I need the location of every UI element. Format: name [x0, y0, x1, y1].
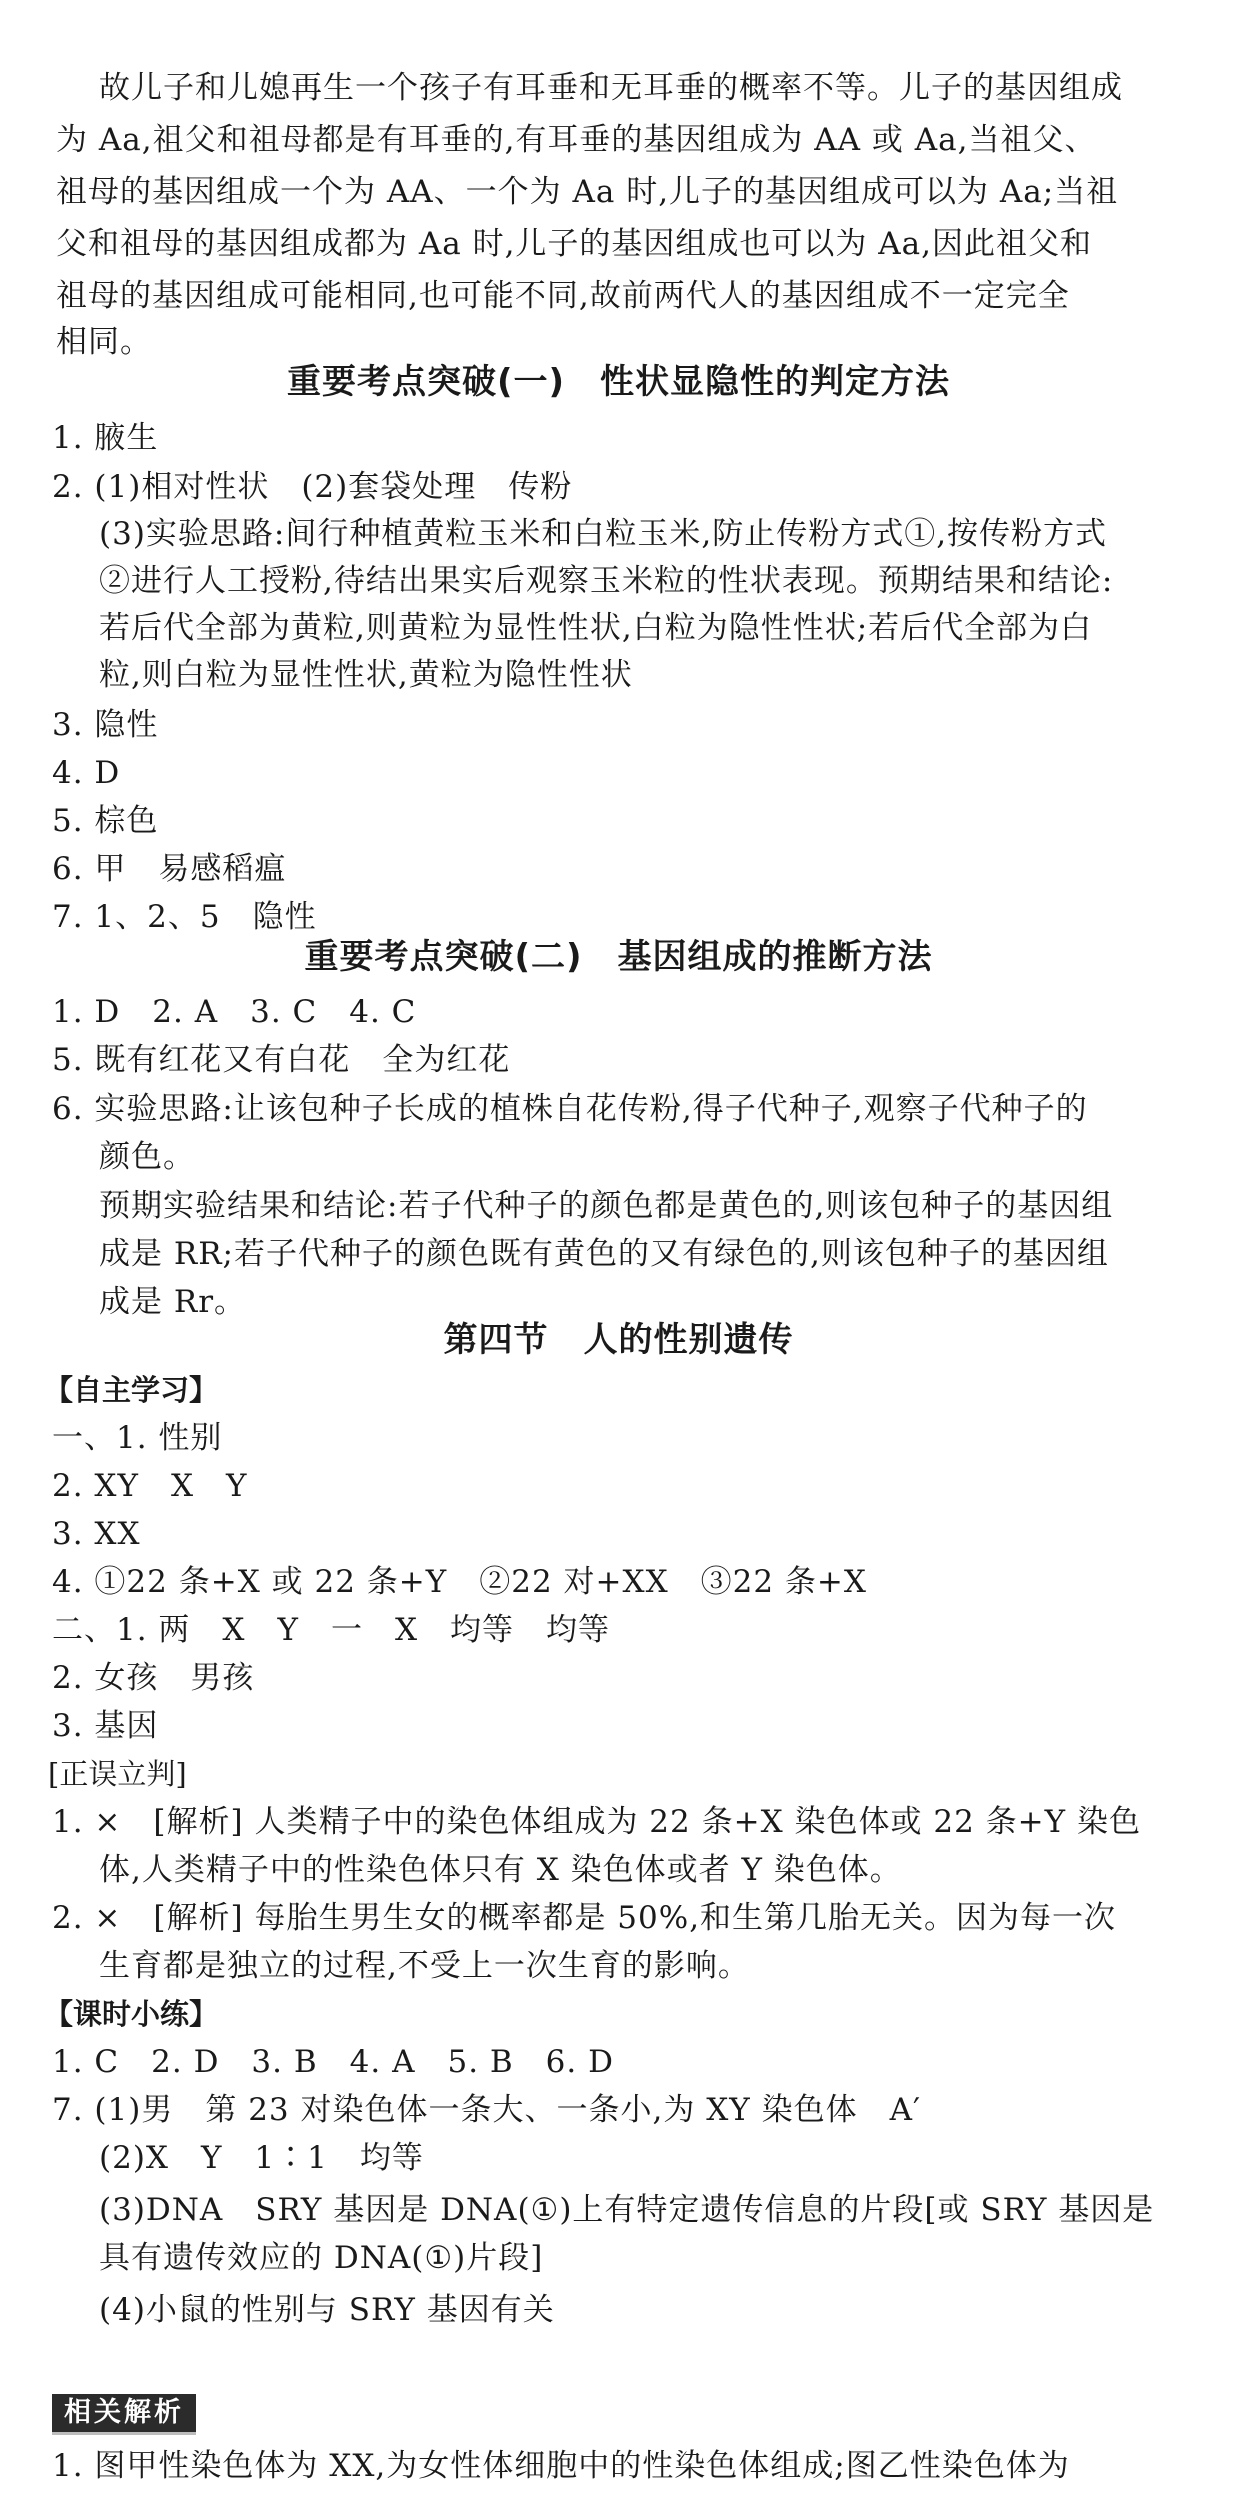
- s2-answers-1-4: 1. D 2. A 3. C 4. C: [52, 994, 417, 1030]
- true-false-label: [正误立判]: [48, 1757, 187, 1791]
- s3-judge-2-line-2: 生育都是独立的过程,不受上一次生育的影响。: [99, 1948, 750, 1984]
- s3-practice-1-6: 1. C 2. D 3. B 4. A 5. B 6. D: [52, 2044, 614, 2080]
- s1-answer-3: 3. 隐性: [52, 707, 159, 743]
- s3-practice-7-line-5: (4)小鼠的性别与 SRY 基因有关: [99, 2292, 555, 2328]
- s2-answer-6-line-2: 颜色。: [99, 1139, 195, 1175]
- s3-self-3: 3. XX: [52, 1516, 141, 1552]
- s1-answer-2-line-4: 若后代全部为黄粒,则黄粒为显性性状,白粒为隐性性状;若后代全部为白: [99, 610, 1093, 646]
- s1-answer-2: 2. (1)相对性状 (2)套袋处理 传粉: [52, 469, 573, 505]
- section-1-heading: 重要考点突破(一) 性状显隐性的判定方法: [286, 362, 951, 402]
- s2-answer-6-line-5: 成是 Rr。: [99, 1284, 247, 1320]
- s1-answer-5: 5. 棕色: [52, 803, 159, 839]
- intro-line-2: 为 Aa,祖父和祖母都是有耳垂的,有耳垂的基因组成为 AA 或 Aa,当祖父、: [56, 122, 1097, 158]
- s2-answer-6: 6. 实验思路:让该包种子长成的植株自花传粉,得子代种子,观察子代种子的: [52, 1091, 1088, 1127]
- section-3-heading: 第四节 人的性别遗传: [443, 1320, 794, 1360]
- s2-answer-6-line-4: 成是 RR;若子代种子的颜色既有黄色的又有绿色的,则该包种子的基因组: [99, 1236, 1109, 1272]
- self-study-label: 【自主学习】: [44, 1373, 219, 1407]
- s1-answer-6: 6. 甲 易感稻瘟: [52, 851, 287, 887]
- intro-line-1: 故儿子和儿媳再生一个孩子有耳垂和无耳垂的概率不等。儿子的基因组成: [99, 70, 1123, 106]
- s3-judge-1-line-2: 体,人类精子中的性染色体只有 X 染色体或者 Y 染色体。: [99, 1852, 902, 1888]
- s3-practice-7-line-3: (3)DNA SRY 基因是 DNA(①)上有特定遗传信息的片段[或 SRY 基因是: [99, 2192, 1155, 2228]
- s1-answer-2-line-3: ②进行人工授粉,待结出果实后观察玉米粒的性状表现。预期结果和结论:: [99, 563, 1114, 599]
- related-analysis-tag: 相关解析: [52, 2394, 196, 2435]
- s1-answer-2-line-5: 粒,则白粒为显性性状,黄粒为隐性性状: [99, 657, 633, 693]
- practice-label: 【课时小练】: [44, 1997, 219, 2031]
- s3-analysis-1: 1. 图甲性染色体为 XX,为女性体细胞中的性染色体组成;图乙性染色体为: [52, 2448, 1070, 2484]
- intro-line-5: 祖母的基因组成可能相同,也可能不同,故前两代人的基因组成不一定完全: [56, 278, 1070, 314]
- s3-self-1: 一、1. 性别: [52, 1420, 223, 1456]
- s3-practice-7: 7. (1)男 第 23 对染色体一条大、一条小,为 XY 染色体 A′: [52, 2092, 922, 2128]
- intro-line-3: 祖母的基因组成一个为 AA、一个为 Aa 时,儿子的基因组成可以为 Aa;当祖: [56, 174, 1119, 210]
- intro-line-6: 相同。: [56, 324, 152, 360]
- s3-self-6: 2. 女孩 男孩: [52, 1660, 255, 1696]
- s3-practice-7-line-4: 具有遗传效应的 DNA(①)片段]: [99, 2240, 544, 2276]
- s3-self-4: 4. ①22 条+X 或 22 条+Y ②22 对+XX ③22 条+X: [52, 1564, 867, 1600]
- s3-judge-1: 1. × [解析] 人类精子中的染色体组成为 22 条+X 染色体或 22 条+Y 染色: [52, 1804, 1141, 1840]
- intro-line-4: 父和祖母的基因组成都为 Aa 时,儿子的基因组成也可以为 Aa,因此祖父和: [56, 226, 1093, 262]
- s1-answer-2-line-2: (3)实验思路:间行种植黄粒玉米和白粒玉米,防止传粉方式①,按传粉方式: [99, 516, 1108, 552]
- s2-answer-6-line-3: 预期实验结果和结论:若子代种子的颜色都是黄色的,则该包种子的基因组: [99, 1188, 1114, 1224]
- s3-self-5: 二、1. 两 X Y 一 X 均等 均等: [52, 1612, 611, 1648]
- s3-self-2: 2. XY X Y: [52, 1468, 248, 1504]
- s1-answer-1: 1. 腋生: [52, 420, 159, 456]
- s3-self-7: 3. 基因: [52, 1708, 159, 1744]
- s1-answer-7: 7. 1、2、5 隐性: [52, 899, 317, 935]
- s3-judge-2: 2. × [解析] 每胎生男生女的概率都是 50%,和生第几胎无关。因为每一次: [52, 1900, 1117, 1936]
- s2-answer-5: 5. 既有红花又有白花 全为红花: [52, 1042, 511, 1078]
- s3-practice-7-line-2: (2)X Y 1∶1 均等: [99, 2140, 424, 2176]
- section-2-heading: 重要考点突破(二) 基因组成的推断方法: [304, 937, 933, 977]
- s1-answer-4: 4. D: [52, 755, 121, 791]
